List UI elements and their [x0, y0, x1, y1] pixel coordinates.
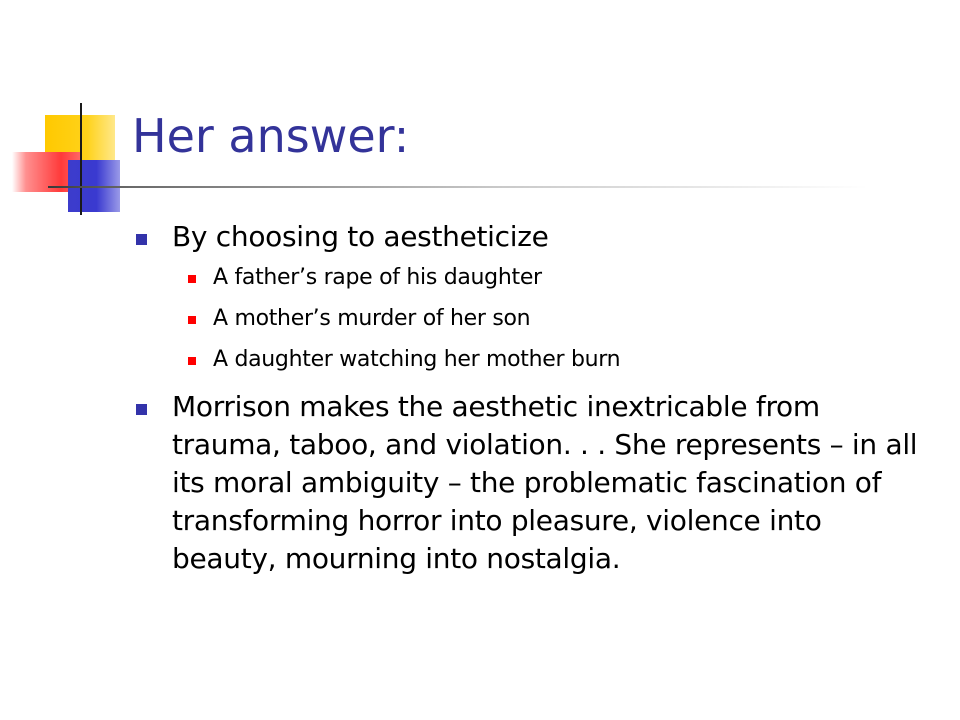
sub-bullet-text: A daughter watching her mother burn: [213, 347, 621, 372]
sub-bullet-item: [172, 264, 932, 292]
square-bullet-icon: [188, 357, 196, 365]
square-bullet-icon: [136, 234, 147, 245]
sub-bullet-text: A father’s rape of his daughter: [213, 265, 542, 290]
square-bullet-icon: [188, 275, 196, 283]
sub-bullet-list: [172, 264, 932, 374]
title-underline: [48, 186, 868, 188]
sub-bullet-item: [172, 346, 932, 374]
slide-title: Her answer:: [132, 109, 410, 163]
sub-bullet-item: [172, 305, 932, 333]
sub-bullet-text: A mother’s murder of her son: [213, 306, 531, 331]
bullet-item: [132, 388, 932, 578]
bullet-item: [132, 218, 932, 374]
bullet-list: [132, 218, 932, 578]
bullet-text: By choosing to aestheticize: [172, 220, 549, 253]
decoration-vertical-line: [80, 103, 82, 215]
square-bullet-icon: [136, 404, 147, 415]
square-bullet-icon: [188, 316, 196, 324]
bullet-text: Morrison makes the aesthetic inextricable from trauma, taboo, and violation. . . She represents – in all its moral ambiguity – the problematic fascination of transforming horror into pleasure, violence into beauty, mourning into nostalgia.: [172, 390, 918, 575]
